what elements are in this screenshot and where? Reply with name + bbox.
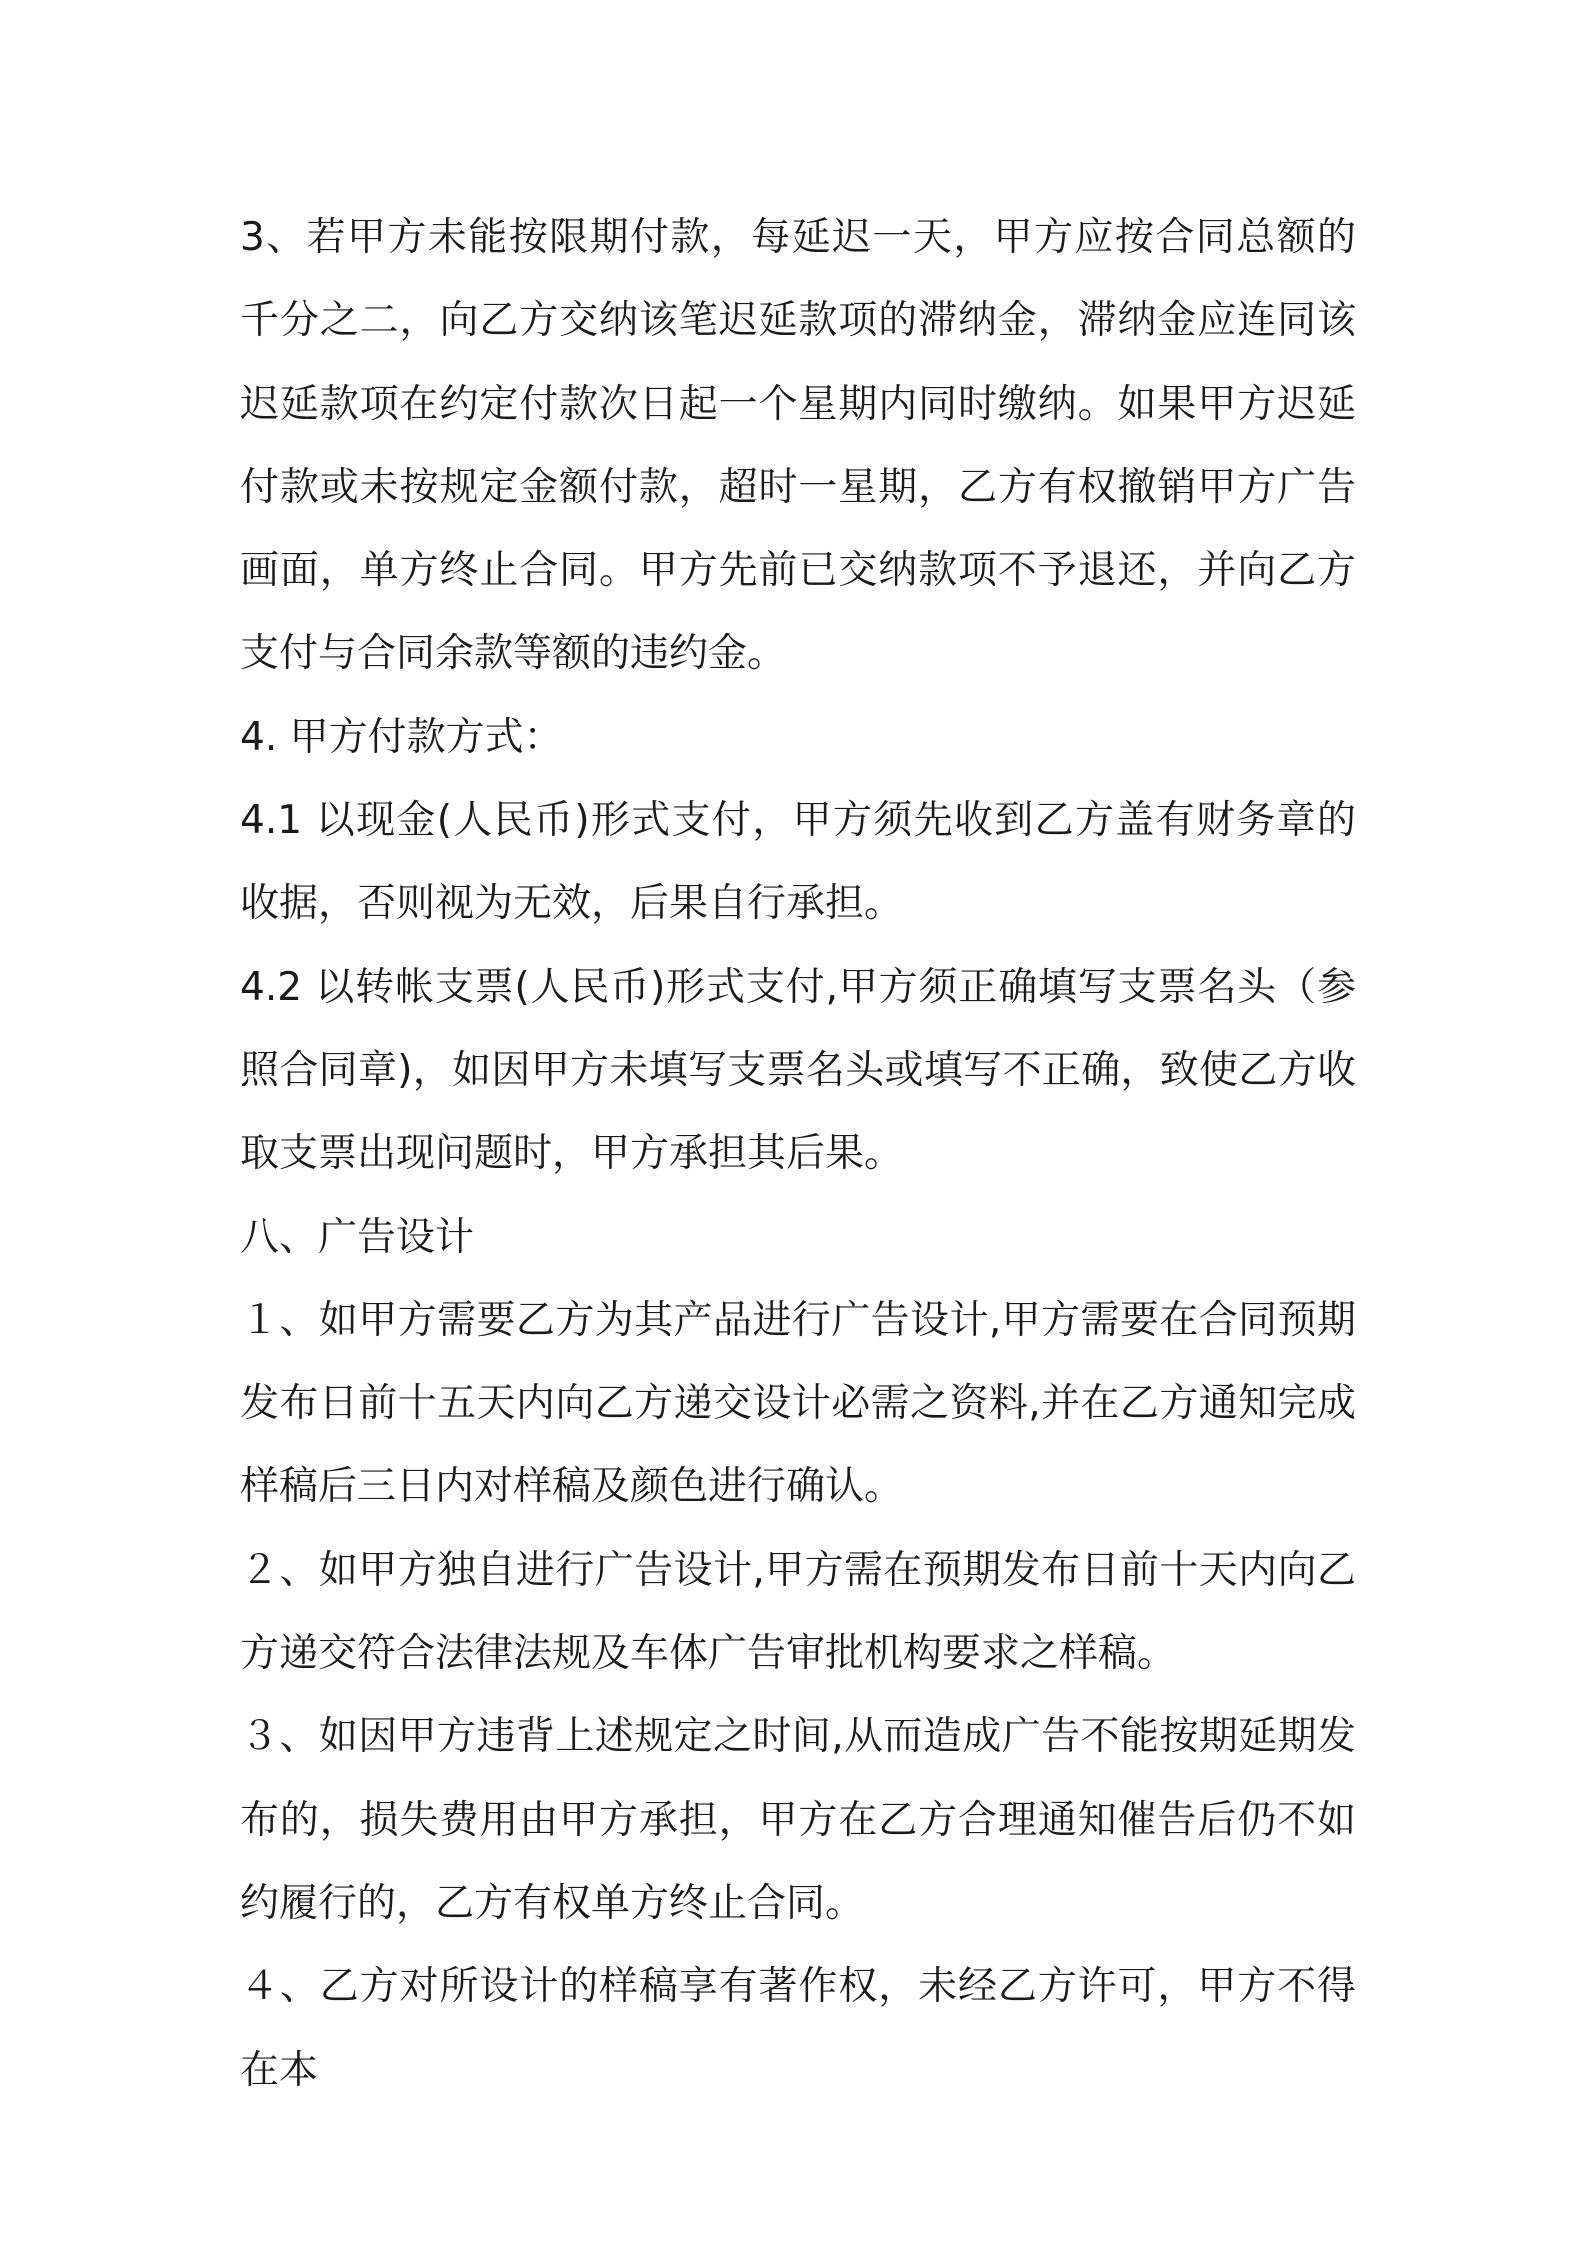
design-clause-1: １、如甲方需要乙方为其产品进行广告设计,甲方需要在合同预期发布日前十五天内向乙方递交设计必需之资料,并在乙方通知完成样稿后三日内对样稿及颜色进行确认。 xyxy=(240,1297,1356,1510)
clause-4-payment-method-heading: 4. 甲方付款方式： xyxy=(240,714,563,760)
design-clause-3: ３、如因甲方违背上述规定之时间,从而造成广告不能按期延期发布的，损失费用由甲方承担，甲方在乙方合理通知催告后仍不如约履行的，乙方有权单方终止合同。 xyxy=(240,1714,1356,1926)
clause-3-late-payment: 3、若甲方未能按限期付款，每延迟一天，甲方应按合同总额的千分之二，向乙方交纳该笔迟延款项的滞纳金，滞纳金应连同该迟延款项在约定付款次日起一个星期内同时缴纳。如果甲方迟延付款或未按规定金额付款，超时一星期，乙方有权撤销甲方广告画面，单方终止合同。甲方先前已交纳款项不予退还，并向乙方支付与合同余款等额的违约金。 xyxy=(240,215,1356,677)
clause-4-1-cash-payment: 4.1 以现金(人民币)形式支付，甲方须先收到乙方盖有财务章的收据，否则视为无效，后果自行承担。 xyxy=(240,798,1356,927)
section-8-heading: 八、广告设计 xyxy=(240,1214,475,1260)
design-clause-2: ２、如甲方独自进行广告设计,甲方需在预期发布日前十天内向乙方递交符合法律法规及车体广告审批机构要求之样稿。 xyxy=(240,1547,1356,1677)
document-body xyxy=(240,196,1356,2112)
clause-4-2-cheque-payment: 4.2 以转帐支票(人民币)形式支付,甲方须正确填写支票名头（参照合同章)，如因甲方未填写支票名头或填写不正确，致使乙方收取支票出现问题时，甲方承担其后果。 xyxy=(240,964,1356,1177)
design-clause-4: ４、乙方对所设计的样稿享有著作权，未经乙方许可，甲方不得在本 xyxy=(240,1964,1356,2093)
